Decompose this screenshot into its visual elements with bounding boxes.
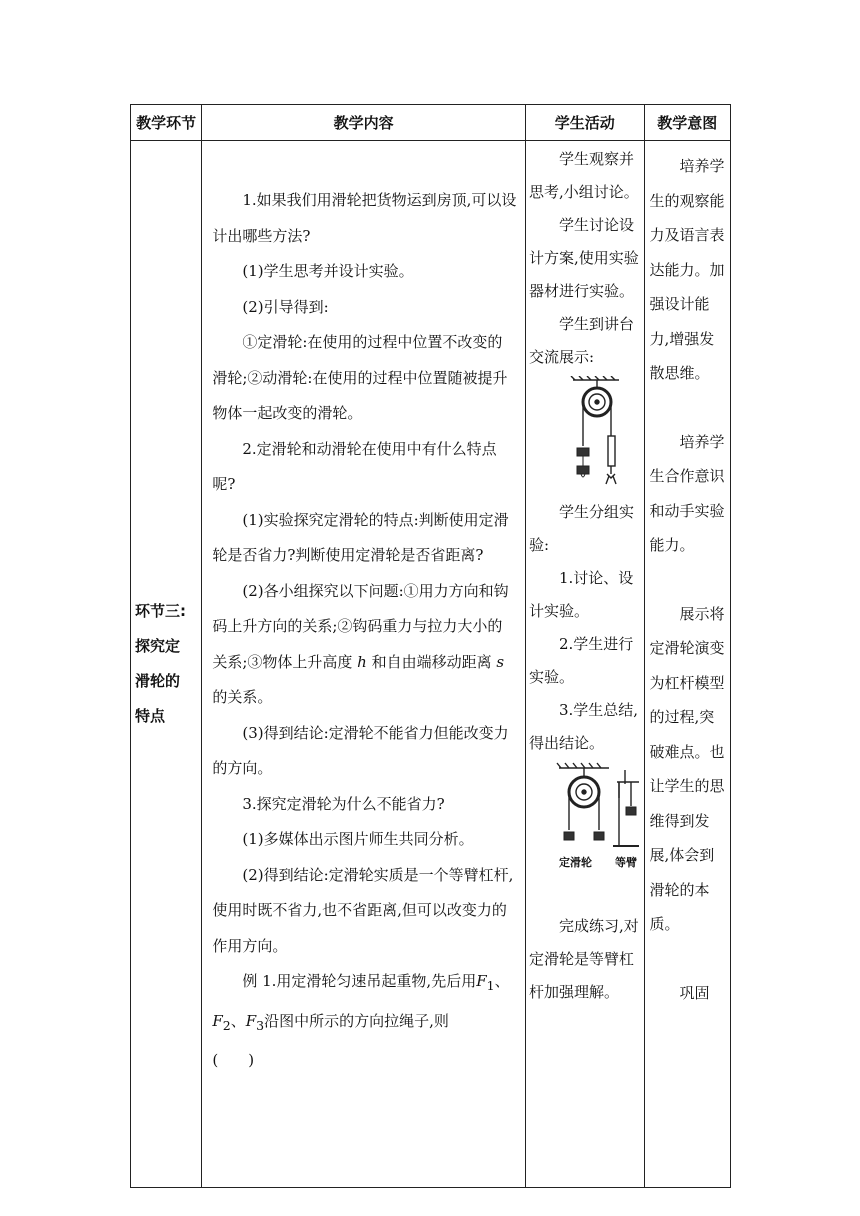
spacer <box>529 876 642 910</box>
text-run: (2)各小组探究以下问题:①用力方向和钩码上升方向的关系;②钩码重力与拉力大小的关系;③物体上升高度 <box>212 581 509 671</box>
body-row <box>131 141 731 1188</box>
activity-paragraph: 3.学生总结,得出结论。 <box>528 701 639 752</box>
activity-paragraph: 学生观察并思考,小组讨论。 <box>528 150 639 201</box>
content-paragraph: 2.定滑轮和动滑轮在使用中有什么特点呢? <box>212 439 497 493</box>
force-f1-sub: 1 <box>486 978 495 993</box>
example-paragraph <box>212 964 517 1043</box>
content-paragraph <box>212 574 517 716</box>
lever-model-figure <box>529 762 644 874</box>
activity-paragraph: 学生分组实验: <box>528 503 634 554</box>
activity-paragraph: 2.学生进行实验。 <box>528 635 634 686</box>
activity-paragraph: 完成练习,对定滑轮是等臂杠杆加强理解。 <box>528 917 639 1001</box>
header-intent: 教学意图 <box>644 105 730 141</box>
pulley-experiment-figure <box>529 376 639 494</box>
activity-cell <box>525 141 644 1188</box>
force-f1: F <box>476 972 487 990</box>
activity-paragraph: 学生讨论设计方案,使用实验器材进行实验。 <box>528 216 639 300</box>
force-f2-sub: 2 <box>222 1017 231 1033</box>
stage-line: 探究定 <box>135 637 181 655</box>
intent-paragraph: 展示将定滑轮演变为杠杆模型的过程,突破难点。也让学生的思维得到发展,体会到滑轮的本质。 <box>649 604 725 933</box>
content-paragraph: 3.探究定滑轮为什么不能省力? <box>242 794 445 813</box>
activity-paragraph: 1.讨论、设计实验。 <box>528 569 634 620</box>
content-paragraph: 1.如果我们用滑轮把货物运到房顶,可以设计出哪些方法? <box>212 191 517 245</box>
intent-paragraph: 培养学生合作意识和动手实验能力。 <box>649 432 725 554</box>
force-f3: F <box>245 1011 257 1030</box>
text-run: 和自由端移动距离 <box>366 652 497 671</box>
intent-paragraph: 培养学生的观察能力及语言表达能力。加强设计能力,增强发散思维。 <box>649 157 725 382</box>
lesson-table <box>130 104 731 1188</box>
force-f3-sub: 3 <box>256 1017 265 1033</box>
content-paragraph: (1)学生思考并设计实验。 <box>242 262 414 280</box>
var-h: h <box>357 652 367 671</box>
content-paragraph: (2)得到结论:定滑轮实质是一个等臂杠杆,使用时既不省力,也不省距离,但可以改变力的作用方向。 <box>212 865 514 955</box>
stage-cell <box>131 141 202 1188</box>
text-run: 、 <box>230 1011 246 1030</box>
text-run: 例 1.用定滑轮匀速吊起重物,先后用 <box>242 972 477 990</box>
text-run: 、 <box>494 972 510 990</box>
fig-label-equal-arm: 等臂 <box>614 856 637 869</box>
activity-paragraph: 学生到讲台交流展示: <box>528 315 634 366</box>
content-paragraph: (1)实验探究定滑轮的特点:判断使用定滑轮是否省力?判断使用定滑轮是否省距离? <box>212 510 509 564</box>
fig-label-fixed-pulley: 定滑轮 <box>558 856 592 869</box>
content-paragraph: (2)引导得到: <box>242 297 329 316</box>
force-f2: F <box>212 1011 223 1030</box>
stage-line: 环节三: <box>135 602 186 620</box>
stage-line: 特点 <box>135 707 166 725</box>
answer-blank: ( ) <box>212 1051 255 1069</box>
content-paragraph: (1)多媒体出示图片师生共同分析。 <box>242 830 474 848</box>
intent-paragraph: 巩固 <box>679 983 710 1002</box>
content-paragraph: (3)得到结论:定滑轮不能省力但能改变力的方向。 <box>212 723 509 777</box>
stage-line: 滑轮的 <box>135 672 181 690</box>
spacer <box>650 391 728 425</box>
var-s: s <box>496 652 505 671</box>
text-run: 的关系。 <box>212 688 273 706</box>
header-activity: 学生活动 <box>525 105 644 141</box>
spacer <box>650 942 728 976</box>
content-paragraph: ①定滑轮:在使用的过程中位置不改变的滑轮;②动滑轮:在使用的过程中位置随被提升物体一起改变的滑轮。 <box>212 333 508 422</box>
text-run: 沿图中所示的方向拉绳子,则 <box>264 1011 449 1030</box>
intent-cell <box>644 141 730 1188</box>
header-row <box>131 105 731 141</box>
content-cell <box>202 141 526 1188</box>
spacer <box>650 563 728 597</box>
header-content: 教学内容 <box>202 105 526 141</box>
header-stage: 教学环节 <box>131 105 202 141</box>
